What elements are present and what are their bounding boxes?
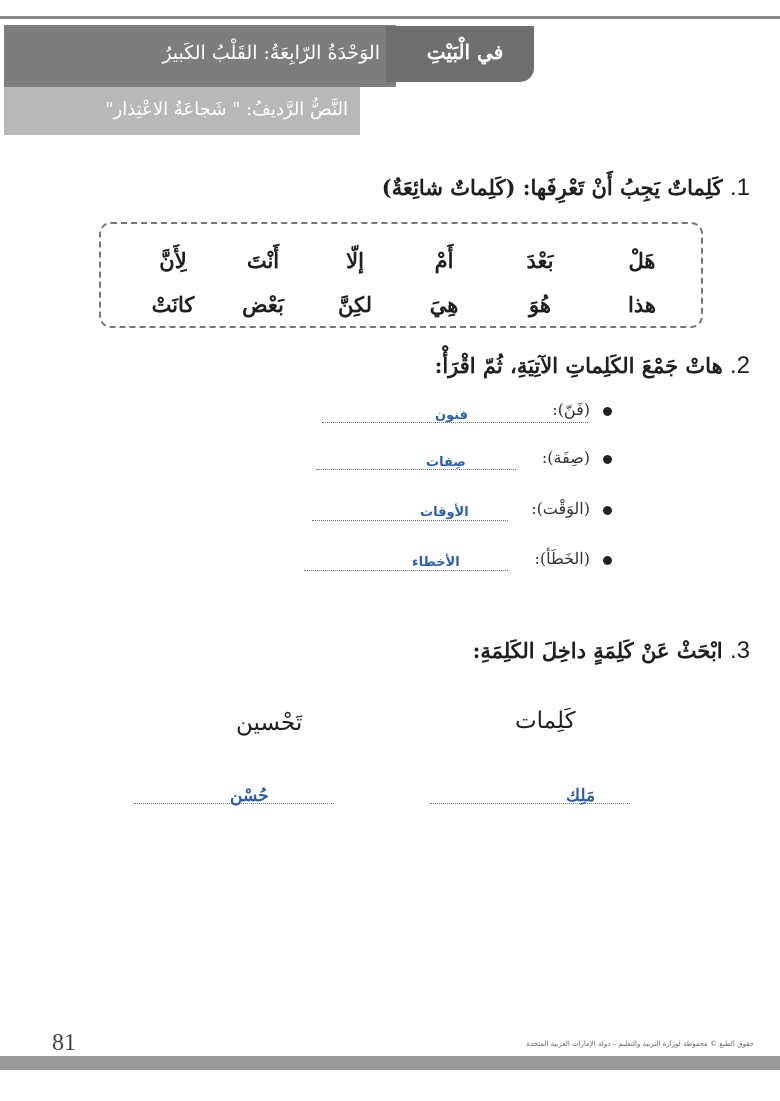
word-cell: كانَتْ <box>151 292 195 317</box>
q2-number: 2. <box>729 352 750 379</box>
q3-title: ابْحَثْ عَنْ كَلِمَةٍ داخِلَ الكَلِمَةِ: <box>472 638 723 663</box>
source-word: تَحْسين <box>236 710 303 736</box>
inner-word-answer: مَلِك <box>566 786 596 806</box>
word-cell: بَعْض <box>242 292 284 317</box>
q1-heading <box>382 174 750 202</box>
bullet <box>603 407 612 416</box>
word-cell: إلّا <box>346 248 364 273</box>
word-cell: هذا <box>628 292 656 317</box>
q3-number: 3. <box>729 637 750 664</box>
answer-line <box>316 469 516 470</box>
text-title: النَّصُّ الرَّديفُ: " شَجاعَةُ الاعْتِذار" <box>105 99 348 120</box>
top-rule <box>0 16 780 19</box>
q3-heading <box>473 637 750 665</box>
word-cell: هِيَ <box>429 292 459 317</box>
page-number: 81 <box>52 1030 76 1056</box>
source-word: كَلِمات <box>515 708 576 734</box>
answer-line <box>304 570 508 571</box>
plural-answer: فنون <box>435 408 469 423</box>
plural-answer: الأوقات <box>420 505 469 520</box>
copyright-note: حقوق الطبع © محفوظة لوزارة التربية والتعليم – دولة الإمارات العربية المتحدة <box>526 1040 754 1048</box>
q1-title: كَلِماتٌ يَجِبُ أَنْ تَعْرِفَها: (كَلِماتٌ شائِعَةٌ) <box>381 175 723 200</box>
plural-answer: الأخطاء <box>412 555 460 570</box>
plural-answer: صِفات <box>426 455 466 470</box>
plural-cue: (الخَطَأ): <box>534 549 590 568</box>
answer-line <box>430 803 630 804</box>
bullet <box>603 506 612 515</box>
word-cell: أَمْ <box>434 248 454 273</box>
word-cell: لكِنَّ <box>338 292 372 317</box>
word-cell: هُوَ <box>529 292 551 317</box>
plural-cue: (الوَقْت): <box>531 499 590 518</box>
plural-cue: (صِفَة): <box>541 448 590 467</box>
word-cell: بَعْدَ <box>526 248 554 273</box>
word-cell: هَلْ <box>628 248 656 273</box>
q1-number: 1. <box>729 174 750 201</box>
answer-line <box>312 520 508 521</box>
q2-title: هاتْ جَمْعَ الكَلِماتِ الآتِيَةِ، ثُمّ اقْرَأْ: <box>434 353 723 378</box>
unit-title: الوَحْدَةُ الرّابِعَةُ: القَلْبُ الكَبيرُ <box>162 42 380 64</box>
plural-cue: (فَنّ): <box>552 400 590 419</box>
home-tab-label: في الْبَيْتِ <box>426 40 504 64</box>
word-cell: لِأَنَّ <box>159 248 187 273</box>
bullet <box>603 455 612 464</box>
inner-word-answer: حُسْن <box>230 786 269 806</box>
bullet <box>603 556 612 565</box>
footer-band <box>0 1056 780 1070</box>
q2-heading <box>435 352 750 380</box>
word-cell: أَنْتَ <box>246 248 280 273</box>
